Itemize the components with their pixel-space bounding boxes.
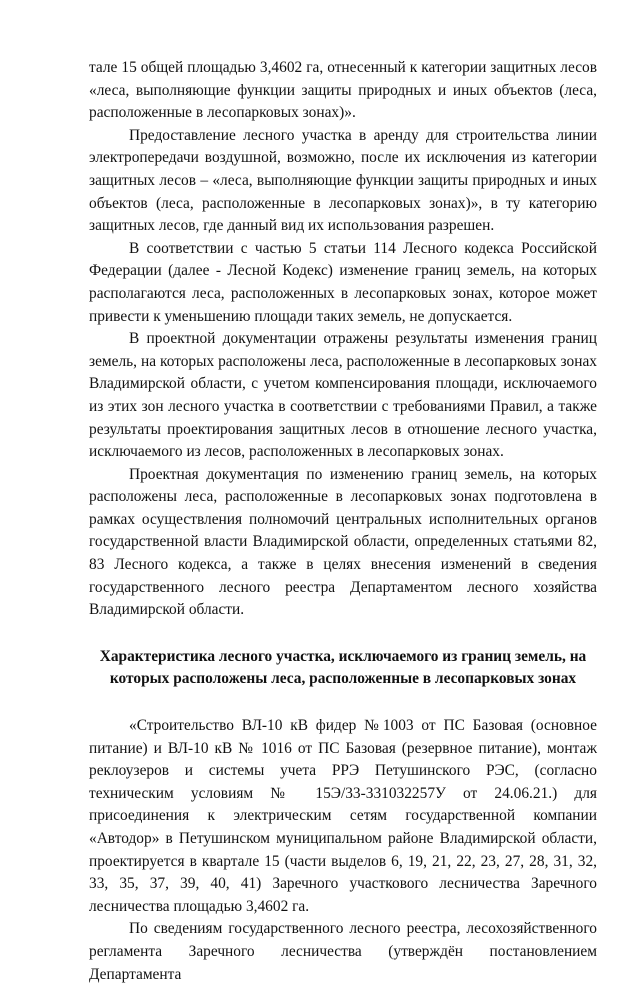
paragraph-forest-registry: По сведениям государственного лесного реестра, лесохозяйственного регламента Заречного лесничества (утверждён постановлением Департамента (89, 920, 597, 983)
paragraph-forest-code-article: В соответствии с частью 5 статьи 114 Лесного кодекса Российской Федерации (далее - Лесной Кодекс) изменение границ земель, на которых располагаются леса, расположенных в лесопарковых зонах, которое может привести к уменьшению площади таких земель, не допускается. (89, 239, 597, 325)
paragraph-project-authority: Проектная документация по изменению границ земель, на которых расположены леса, расположенные в лесопарковых зонах подготовлена в рамках осуществления полномочий центральных исполнительных органов государственной власти Владимирской области, определенных статьями 82, 83 Лесного кодекса, а также в целях внесения изменений в сведения государственного лесного реестра Департаментом лесного хозяйства Владимирской области. (89, 465, 597, 619)
document-body (89, 57, 597, 986)
paragraph-project-results: В проектной документации отражены результаты изменения границ земель, на которых расположены леса, расположенные в лесопарковых зонах Владимирской области, с учетом компенсирования площади, исключаемого из этих зон лесного участка в соответствии с требованиями Правил, а также результаты проектирования защитных лесов в отношение лесного участка, исключаемого из лесов, расположенных в лесопарковых зонах. (89, 330, 597, 461)
paragraph-construction-description: «Строительство ВЛ-10 кВ фидер №1003 от ПС Базовая (основное питание) и ВЛ-10 кВ № 1016 от ПС Базовая (резервное питание), монтаж реклоузеров и системы учета РРЭ Петушинского РЭС, (согласно техническим условиям № 15Э/33-331032257У от 24.06.21.) для присоединения к электрическим сетям государственной компании «Автодор» в Петушинском муниципальном районе Владимирской области, проектируется в квартале 15 (части выделов 6, 19, 21, 22, 23, 27, 28, 31, 32, 33, 35, 37, 39, 40, 41) Заречного участкового лесничества Заречного лесничества площадью 3,4602 га. (89, 717, 597, 915)
section-heading: Характеристика лесного участка, исключаемого из границ земель, на которых расположены леса, расположенные в лесопарковых зонах (99, 647, 587, 688)
paragraph-continuation: тале 15 общей площадью 3,4602 га, отнесенный к категории защитных лесов «леса, выполняющие функции защиты природных и иных объектов (леса, расположенные в лесопарковых зонах)». (89, 59, 597, 122)
paragraph-lease-provision: Предоставление лесного участка в аренду для строительства линии электропередачи воздушной, возможно, после их исключения из категории защитных лесов – «леса, выполняющие функции защиты природных и иных объектов (леса, расположенные в лесопарковых зонах)», в ту категорию защитных лесов, где данный вид их использования разрешен. (89, 126, 597, 235)
